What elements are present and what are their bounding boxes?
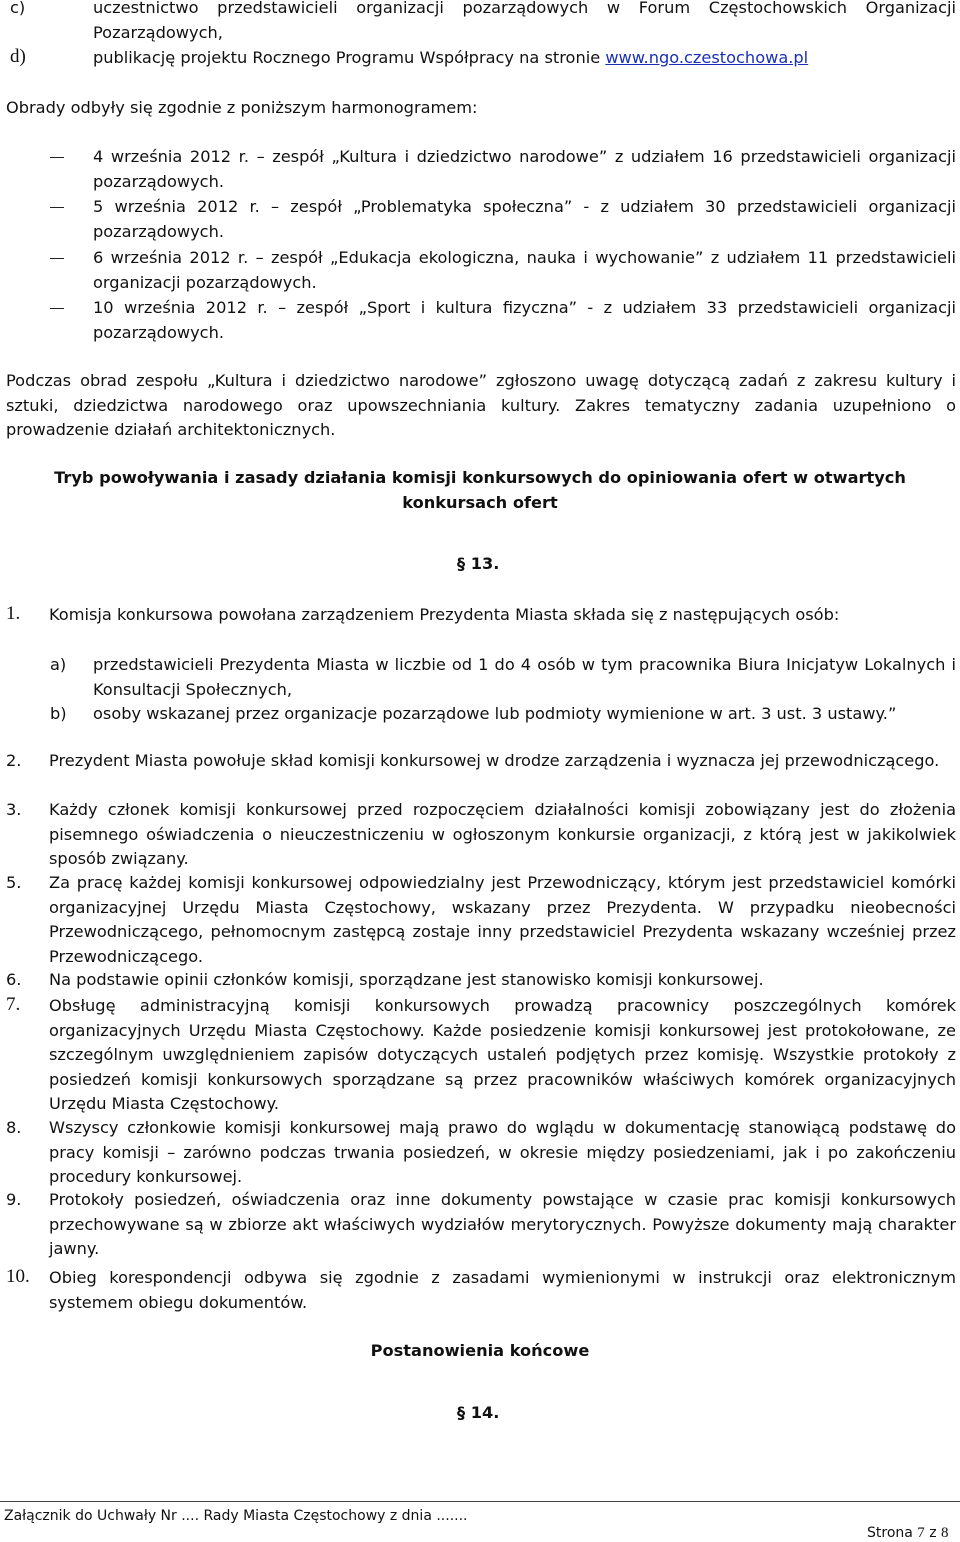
list-item-c [10,0,956,45]
schedule-text [93,296,956,345]
list-item-d [10,46,956,71]
numbered-item [6,871,956,969]
page-total: 8 [941,1525,949,1541]
schedule-date: 6 września 2012 r. [93,248,249,267]
numbered-item [6,798,956,872]
item-text: Za pracę każdej komisji konkursowej odpowiedzialny jest Przewodniczący, którym jest przedstawiciel komórki organizacyjnej Urzędu Miasta Częstochowy, wskazany przez Prezydenta. W przypadku nieobecności Przewodniczącego, pełnomocnym zastępcą zostaje inny przedstawiciel Prezydenta wskazany wcześniej przez Przewodniczącego. [49,873,956,966]
dash-bullet [50,207,64,208]
numbered-item [6,1116,956,1190]
sub-item [50,702,956,727]
sub-label: a) [50,655,67,674]
body-paragraph: Podczas obrad zespołu „Kultura i dziedzictwo narodowe” zgłoszono uwagę dotyczącą zadań z zakresu kultury i sztuki, dziedzictwa narodowego oraz upowszechniania kultury. Zakres tematyczny zadania uzupełniono o prowadzenie działań architektonicznych. [6,371,956,439]
page-current: 7 [917,1525,925,1541]
numbered-item [6,1188,956,1262]
dash-inline: – [278,298,287,317]
item-text: Każdy członek komisji konkursowej przed rozpoczęciem działalności komisji zobowiązany jest do złożenia pisemnego oświadczenia o nieuczestniczeniu w ogłoszonym konkursie organizacji, z którą jest w jakikolwiek sposób związany. [49,800,956,868]
item-number: 9. [6,1190,22,1209]
item-number: 6. [6,970,22,989]
list-label: d) [10,46,26,67]
schedule-text [93,145,956,194]
sub-text: osoby wskazanej przez organizacje pozarządowe lub podmioty wymienione w art. 3 ust. 3 ustawy.” [93,704,897,723]
item-number: 3. [6,800,22,819]
list-text: uczestnictwo przedstawicieli organizacji pozarządowych w Forum Częstochowskich Organizacji Pozarządowych, [93,0,956,42]
page-number [867,1524,949,1542]
schedule-date: 10 września 2012 r. [93,298,268,317]
schedule-item [0,246,956,295]
schedule-desc: zespół „Sport i kultura fizyczna” - z udziałem 33 przedstawicieli organizacji pozarządowych. [93,298,956,342]
schedule-text [93,195,956,244]
page-separator: z [924,1525,942,1541]
dash-inline: – [256,147,265,166]
section-heading: Tryb powoływania i zasady działania komisji konkursowych do opiniowania ofert w otwartych konkursach ofert [54,468,906,512]
list-label: c) [10,0,26,17]
numbered-item [6,1266,956,1315]
numbered-item [6,968,956,993]
item-text: Protokoły posiedzeń, oświadczenia oraz inne dokumenty powstające w czasie prac komisji konkursowych przechowywane są w zbiorze akt właściwych wydziałów merytorycznych. Powyższe dokumenty mają charakter jawny. [49,1190,956,1258]
item-number: 10. [6,1266,30,1287]
numbered-item [6,994,956,1117]
numbered-item [6,749,956,774]
sub-text: przedstawicieli Prezydenta Miasta w liczbie od 1 do 4 osób w tym pracownika Biura Inicjatyw Lokalnych i Konsultacji Społecznych, [93,655,956,699]
item-text: Wszyscy członkowie komisji konkursowej mają prawo do wglądu w dokumentację stanowiącą podstawę do pracy komisji – zarówno podczas trwania posiedzeń, w okresie między posiedzeniami, jak i po zakończeniu procedury konkursowej. [49,1118,956,1186]
section-number: § 13. [457,554,500,573]
item-text: Prezydent Miasta powołuje skład komisji konkursowej w drodze zarządzenia i wyznacza jej przewodniczącego. [49,751,940,770]
item-number: 5. [6,873,22,892]
intro-text: Obrady odbyły się zgodnie z poniższym harmonogramem: [6,98,478,117]
item-text: Na podstawie opinii członków komisji, sporządzane jest stanowisko komisji konkursowej. [49,970,764,989]
sub-item [50,653,956,702]
schedule-text [93,246,956,295]
page-prefix: Strona [867,1525,918,1541]
schedule-date: 5 września 2012 r. [93,197,260,216]
schedule-item [0,296,956,345]
dash-bullet [50,308,64,309]
final-heading: Postanowienia końcowe [370,1341,590,1360]
schedule-item [0,145,956,194]
dash-bullet [50,157,64,158]
list-text [93,46,956,71]
item-number: 1. [6,603,21,624]
schedule-desc: zespół „Problematyka społeczna” - z udziałem 30 przedstawicieli organizacji pozarządowych. [93,197,956,241]
item-number: 8. [6,1118,22,1137]
ngo-link[interactable]: www.ngo.czestochowa.pl [605,48,809,67]
item-text: Komisja konkursowa powołana zarządzeniem Prezydenta Miasta składa się z następujących osób: [49,605,840,624]
schedule-date: 4 września 2012 r. [93,147,249,166]
item-text: Obieg korespondencji odbywa się zgodnie z zasadami wymienionymi w instrukcji oraz elektronicznym systemem obiegu dokumentów. [49,1268,956,1312]
dash-inline: – [270,197,280,216]
footer-text: Załącznik do Uchwały Nr .... Rady Miasta Częstochowy z dnia ....... [4,1508,468,1524]
dash-bullet [50,258,64,259]
numbered-item [6,603,956,628]
schedule-desc: zespół „Edukacja ekologiczna, nauka i wychowanie” z udziałem 11 przedstawicieli organizacji pozarządowych. [93,248,956,292]
item-number: 7. [6,994,21,1015]
item-text: Obsługę administracyjną komisji konkursowych prowadzą pracownicy poszczególnych komórek organizacyjnych Urzędu Miasta Częstochowy. Każde posiedzenie komisji konkursowej jest protokołowane, ze szczególnym uwzględnieniem zapisów dotyczących ustaleń podjętych przez komisję. Wszystkie protokoły z posiedzeń komisji konkursowych sporządzane są przez pracowników właściwych komórek organizacyjnych Urzędu Miasta Częstochowy. [49,996,956,1113]
item-number: 2. [6,751,22,770]
section-number: § 14. [457,1403,500,1422]
list-text-pre: publikację projektu Rocznego Programu Współpracy na stronie [93,48,606,67]
sub-label: b) [50,704,67,723]
footer-divider [0,1501,960,1502]
dash-inline: – [255,248,264,267]
schedule-item [0,195,956,244]
schedule-desc: zespół „Kultura i dziedzictwo narodowe” z udziałem 16 przedstawicieli organizacji pozarządowych. [93,147,956,191]
